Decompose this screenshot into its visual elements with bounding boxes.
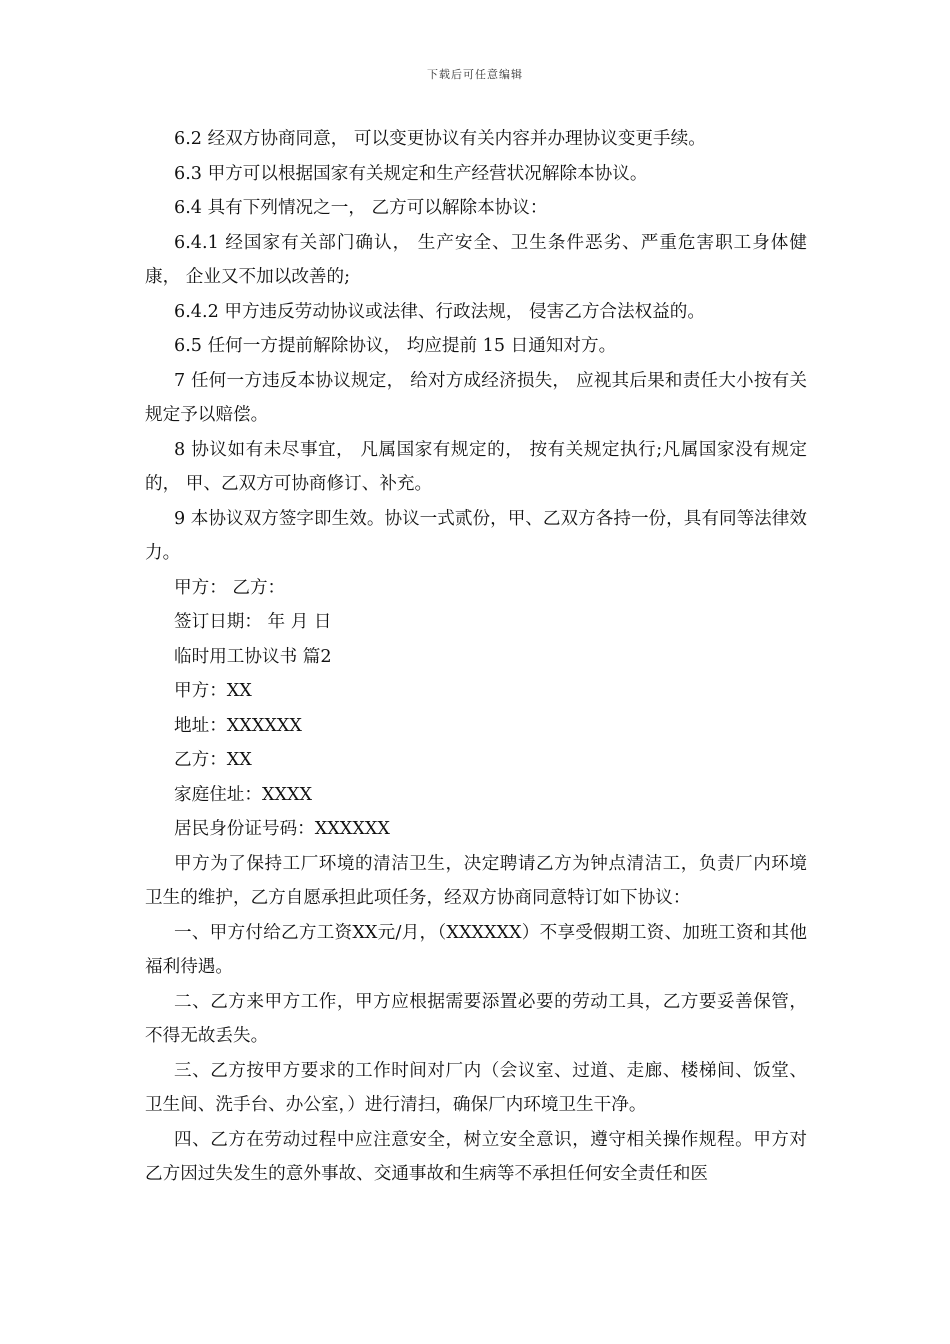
clause-3: 三、乙方按甲方要求的工作时间对厂内（会议室、过道、走廊、楼梯间、饭堂、卫生间、洗手台、办公室，）进行清扫，确保厂内环境卫生干净。 <box>145 1060 807 1115</box>
party-a-address: 地址：XXXXXX <box>174 715 302 736</box>
paragraph-9: 9 本协议双方签字即生效。协议一式贰份，甲、乙双方各持一份，具有同等法律效力。 <box>145 508 807 563</box>
clause-2: 二、乙方来甲方工作，甲方应根据需要添置必要的劳动工具，乙方要妥善保管，不得无故丢失。 <box>145 991 807 1046</box>
paragraph-6-4-2: 6.4.2 甲方违反劳动协议或法律、行政法规， 侵害乙方合法权益的。 <box>174 301 705 322</box>
clause-4: 四、乙方在劳动过程中应注意安全，树立安全意识，遵守相关操作规程。甲方对乙方因过失发生的意外事故、交通事故和生病等不承担任何安全责任和医 <box>145 1129 807 1184</box>
party-b: 乙方：XX <box>174 750 252 770</box>
party-b-id-number: 居民身份证号码：XXXXXX <box>174 819 390 839</box>
section-title: 临时用工协议书 篇2 <box>174 646 332 667</box>
signing-date: 签订日期： 年 月 日 <box>174 612 332 632</box>
paragraph-6-4-1: 6.4.1 经国家有关部门确认， 生产安全、卫生条件恶劣、严重危害职工身体健康， 企业又不加以改善的; <box>145 232 807 287</box>
party-a: 甲方：XX <box>174 681 252 701</box>
paragraph-6-5: 6.5 任何一方提前解除协议， 均应提前 15 日通知对方。 <box>174 336 617 356</box>
paragraph-7: 7 任何一方违反本协议规定， 给对方成经济损失， 应视其后果和责任大小按有关规定予以赔偿。 <box>145 370 807 425</box>
page-header-note: 下载后可任意编辑 <box>427 68 523 81</box>
clause-1: 一、甲方付给乙方工资XX元/月，（XXXXXX）不享受假期工资、加班工资和其他福利待遇。 <box>145 922 807 977</box>
paragraph-6-2: 6.2 经双方协商同意， 可以变更协议有关内容并办理协议变更手续。 <box>174 129 706 149</box>
agreement-intro: 甲方为了保持工厂环境的清洁卫生，决定聘请乙方为钟点清洁工，负责厂内环境卫生的维护，乙方自愿承担此项任务，经双方协商同意特订如下协议： <box>145 853 807 908</box>
document-body <box>145 122 807 1192</box>
paragraph-8: 8 协议如有未尽事宜， 凡属国家有规定的， 按有关规定执行;凡属国家没有规定的， 甲、乙双方可协商修订、补充。 <box>145 439 807 494</box>
signature-parties: 甲方： 乙方： <box>174 577 286 598</box>
party-b-home-address: 家庭住址：XXXX <box>174 784 313 805</box>
paragraph-6-4: 6.4 具有下列情况之一， 乙方可以解除本协议： <box>174 198 548 218</box>
paragraph-6-3: 6.3 甲方可以根据国家有关规定和生产经营状况解除本协议。 <box>174 163 648 184</box>
